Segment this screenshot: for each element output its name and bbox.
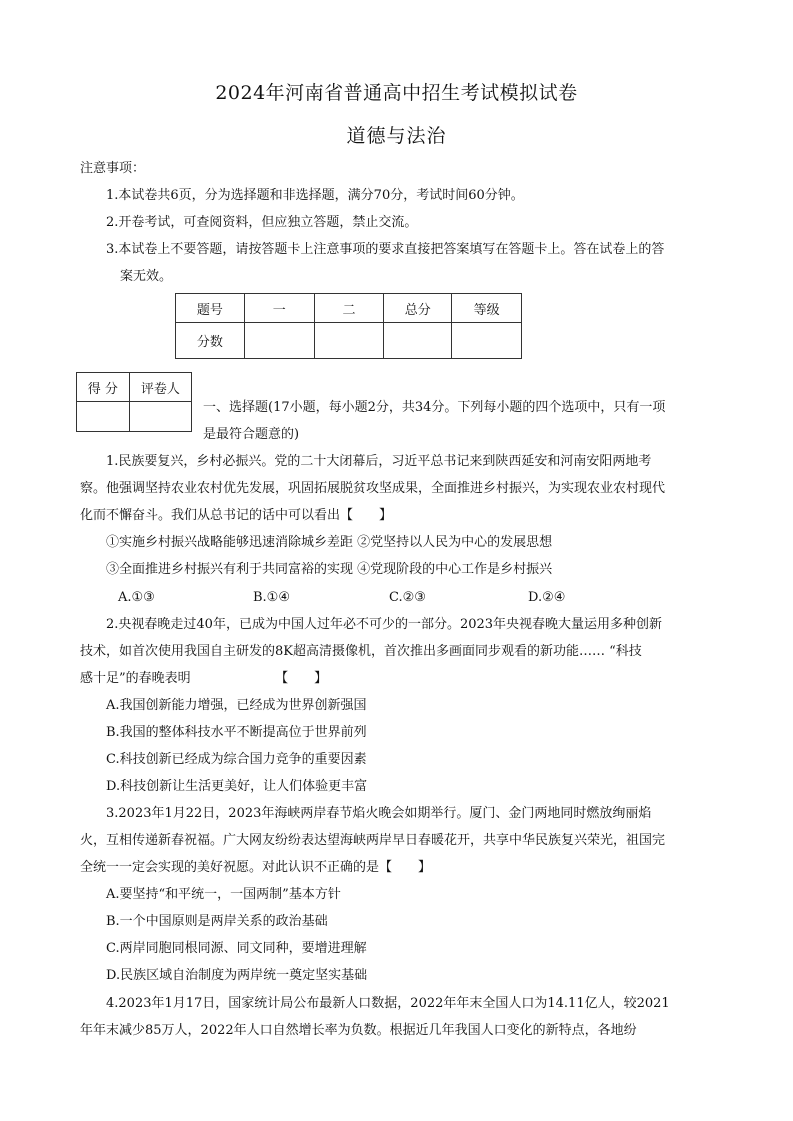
option: D.②④: [528, 590, 566, 605]
notice-item: 3.本试卷上不要答题，请按答题卡上注意事项的要求直接把答案填写在答题卡上。答在试卷上的答: [106, 242, 665, 257]
notice-item: 2.开卷考试，可查阅资料，但应独立答题，禁止交流。: [106, 215, 418, 230]
option: B.我国的整体科技水平不断提高位于世界前列: [106, 725, 367, 740]
score-cell: [244, 323, 314, 359]
score-table-header: 等级: [452, 294, 522, 323]
grader-name-cell: [129, 402, 191, 432]
question-text: 全统一一定会实现的美好祝愿。对此认识不正确的是【 】: [80, 860, 432, 875]
question-text: 感十足”的春晚表明 【 】: [80, 671, 328, 686]
score-cell: [314, 323, 384, 359]
grader-name-label: 评卷人: [129, 373, 191, 402]
question-text: 4.2023年1月17日，国家统计局公布最新人口数据，2022年年末全国人口为14.11亿人，较2021: [106, 996, 670, 1011]
score-table-header: 总分: [384, 294, 452, 323]
notice-heading: 注意事项：: [80, 161, 146, 176]
score-cell: [384, 323, 452, 359]
question-text: 年年末减少85万人，2022年人口自然增长率为负数。根据近几年我国人口变化的新特点，各地纷: [80, 1023, 637, 1038]
question-text: 火，互相传递新春祝福。广大网友纷纷表达望海峡两岸早日春暖花开，共享中华民族复兴荣光，祖国完: [80, 833, 666, 848]
option: C.两岸同胞同根同源、同文同种，要增进理解: [106, 941, 367, 956]
notice-item: 案无效。: [120, 269, 173, 284]
grader-score-cell: [77, 402, 130, 432]
grader-score-label: 得 分: [77, 373, 130, 402]
score-cell: [452, 323, 522, 359]
option: D.科技创新让生活更美好，让人们体验更丰富: [106, 779, 368, 794]
grader-box: [76, 372, 192, 432]
notice-item: 1.本试卷共6页，分为选择题和非选择题，满分70分，考试时间60分钟。: [106, 188, 524, 203]
section-heading: 一、选择题(17小题，每小题2分，共34分。下列每小题的四个选项中，只有一项: [203, 400, 666, 415]
score-row-label: 分数: [176, 323, 245, 359]
score-table-header: 二: [314, 294, 384, 323]
question-text: 1.民族要复兴，乡村必振兴。党的二十大闭幕后，习近平总书记来到陕西延安和河南安阳两地考: [106, 454, 652, 469]
option: A.我国创新能力增强，已经成为世界创新强国: [106, 698, 367, 713]
exam-subject: 道德与法治: [346, 125, 447, 147]
option: C.科技创新已经成为综合国力竞争的重要因素: [106, 752, 367, 767]
score-table-header: 一: [244, 294, 314, 323]
option: B.①④: [253, 590, 290, 605]
section-heading: 是最符合题意的): [203, 427, 300, 442]
option: A.要坚持“和平统一，一国两制”基本方针: [106, 887, 341, 902]
exam-title: 2024年河南省普通高中招生考试模拟试卷: [215, 82, 578, 104]
question-statement: ③全面推进乡村振兴有利于共同富裕的实现 ④党现阶段的中心工作是乡村振兴: [106, 562, 553, 577]
score-table-header-row: [176, 294, 522, 323]
option: C.②③: [389, 590, 426, 605]
option: B.一个中国原则是两岸关系的政治基础: [106, 914, 328, 929]
question-statement: ①实施乡村振兴战略能够迅速消除城乡差距 ②党坚持以人民为中心的发展思想: [106, 535, 553, 550]
question-text: 2.央视春晚走过40年，已成为中国人过年必不可少的一部分。2023年央视春晚大量运用多种创新: [106, 617, 663, 632]
question-text: 技术，如首次使用我国自主研发的8K超高清摄像机，首次推出多画面同步观看的新功能…… “科技: [80, 644, 642, 659]
score-table: [175, 293, 522, 359]
question-text: 3.2023年1月22日，2023年海峡两岸春节焰火晚会如期举行。厦门、金门两地同时燃放绚丽焰: [106, 806, 652, 821]
question-text: 化而不懈奋斗。我们从总书记的话中可以看出【 】: [80, 508, 393, 523]
score-table-header: 题号: [176, 294, 245, 323]
question-text: 察。他强调坚持农业农村优先发展，巩固拓展脱贫攻坚成果，全面推进乡村振兴，为实现农业农村现代: [80, 481, 666, 496]
score-table-row: [176, 323, 522, 359]
option: A.①③: [118, 590, 155, 605]
option: D.民族区域自治制度为两岸统一奠定坚实基础: [106, 968, 368, 983]
